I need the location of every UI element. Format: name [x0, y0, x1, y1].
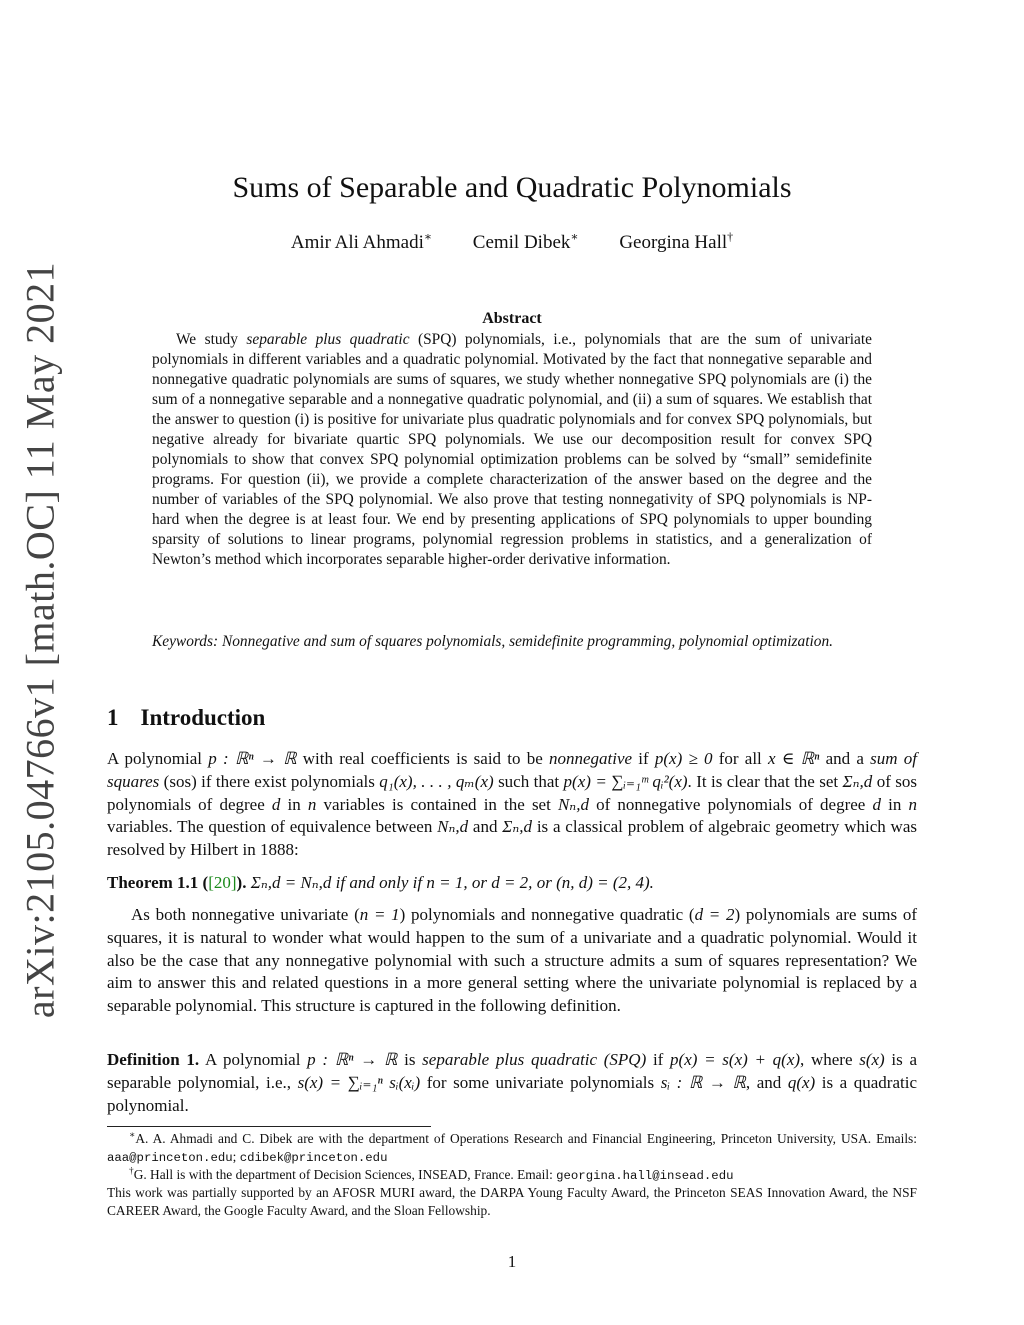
- author-list: [0, 229, 1024, 257]
- intro-paragraph-2: As both nonnegative univariate (n = 1) polynomials and nonnegative quadratic (d = 2) polynomials are sums of squares, it is natural to wonder what would happen to the sum of a univariate and a quadratic polynomial. Would it also be the case that any nonnegative polynomial with such a structure admits a sum of squares representation? We aim to answer this and related questions in a more general setting where the univariate polynomial is replaced by a separable polynomial. This structure is captured in the following definition.: [107, 905, 917, 1016]
- footnote-1: ∗A. A. Ahmadi and C. Dibek are with the department of Operations Research and Financial Engineering, Princeton University, USA. Emails: aaa@princeton.edu; cdibek@princeton.edu: [107, 1130, 917, 1165]
- author-3: Georgina Hall†: [619, 229, 734, 253]
- email-link-1[interactable]: aaa@princeton.edu: [107, 1151, 233, 1165]
- theorem-1-1: Theorem 1.1 ([20]). Σₙ,d = Nₙ,d if and only if n = 1, or d = 2, or (n, d) = (2, 4).: [107, 873, 654, 892]
- section-heading: 1 Introduction: [107, 705, 266, 730]
- page-number: 1: [507, 1252, 517, 1271]
- footnote-2: †G. Hall is with the department of Decision Sciences, INSEAD, France. Email: georgina.hall@insead.edu: [129, 1166, 734, 1183]
- author-1: Amir Ali Ahmadi∗: [290, 229, 433, 253]
- intro-paragraph-1: A polynomial p : ℝⁿ → ℝ with real coefficients is said to be nonnegative if p(x) ≥ 0 for all x ∈ ℝⁿ and a sum of squares (sos) if there exist polynomials q₁(x), . . . , qₘ(x) such that p(x) = ∑ᵢ₌₁ᵐ qᵢ²(x). It is clear that the set Σₙ,d of sos polynomials of degree d in n variables is contained in the set Nₙ,d of nonnegative polynomials of degree d in n variables. The question of equivalence between Nₙ,d and Σₙ,d is a classical problem of algebraic geometry which was resolved by Hilbert in 1888:: [107, 749, 918, 860]
- email-link-2[interactable]: cdibek@princeton.edu: [239, 1151, 388, 1165]
- abstract-body: We study separable plus quadratic (SPQ) polynomials, i.e., polynomials that are the sum of univariate polynomials in different variables and a quadratic polynomial. Motivated by the fact that nonnegative separable and nonnegative quadratic polynomials are sums of squares, we study whether nonnegative SPQ polynomials are (i) the sum of a nonnegative separable and a nonnegative quadratic polynomial, and (ii) a sum of squares. We establish that the answer to question (i) is positive for univariate plus quadratic polynomials and for convex SPQ polynomials, but negative already for bivariate quartic SPQ polynomials. We use our decomposition result for convex SPQ polynomials to show that convex SPQ polynomial optimization problems can be solved by “small” semidefinite programs. For question (ii), we provide a complete characterization of the answer based on the degree and the number of variables of the SPQ polynomial. We also prove that testing nonnegativity of SPQ polynomials is NP-hard when the degree is at least four. We end by presenting applications of SPQ polynomials to upper bounding sparsity of solutions to linear programs, polynomial regression problems in statistics, and a generalization of Newton’s method which incorporates separable higher-order derivative information.: [152, 331, 872, 568]
- citation-link[interactable]: [20]: [208, 873, 237, 892]
- email-link-3[interactable]: georgina.hall@insead.edu: [556, 1169, 734, 1183]
- author-2: Cemil Dibek∗: [472, 229, 579, 253]
- footnote-rule: [107, 1126, 431, 1127]
- paper-title: Sums of Separable and Quadratic Polynomials: [232, 171, 792, 204]
- abstract-heading: Abstract: [482, 310, 542, 327]
- keywords: Keywords: Nonnegative and sum of squares polynomials, semidefinite programming, polynomial optimization.: [152, 633, 833, 650]
- funding-note: This work was partially supported by an AFOSR MURI award, the DARPA Young Faculty Award, the Princeton SEAS Innovation Award, the NSF CAREER Award, the Google Faculty Award, and the Sloan Fellowship.: [107, 1185, 917, 1218]
- arxiv-identifier: arXiv:2105.04766v1 [math.OC] 11 May 2021: [17, 261, 63, 1019]
- definition-1: Definition 1. A polynomial p : ℝⁿ → ℝ is separable plus quadratic (SPQ) if p(x) = s(x) + q(x), where s(x) is a separable polynomial, i.e., s(x) = ∑ᵢ₌₁ⁿ sᵢ(xᵢ) for some univariate polynomials sᵢ : ℝ → ℝ, and q(x) is a quadratic polynomial.: [107, 1050, 918, 1115]
